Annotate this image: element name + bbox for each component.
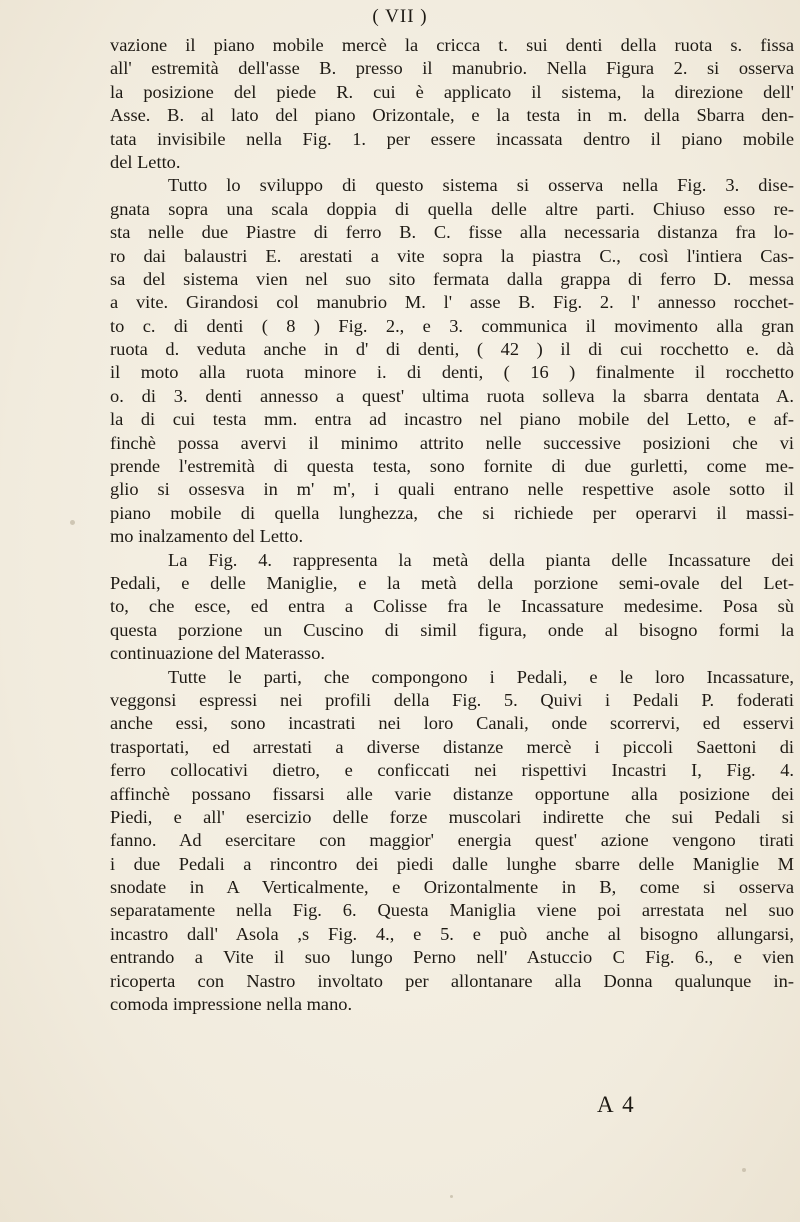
text-line: il moto alla ruota minore i. di denti, ( 16 ) finalmente il rocchetto [110,362,794,383]
text-line: affinchè possano fissarsi alle varie distanze opportune alla posizione dei [110,783,794,804]
text-line: trasportati, ed arrestati a diverse distanze mercè i piccoli Saettoni di [110,736,794,757]
text-line: del Letto. [110,151,181,172]
text-line: glio si ossesva in m' m', i quali entrano nelle respettive asole sotto il [110,479,794,500]
text-line: ricoperta con Nastro involtato per allontanare alla Donna qualunque in- [110,970,794,991]
text-line: la posizione del piede R. cui è applicato il sistema, la direzione dell' [110,81,794,102]
paper-spot [742,1168,746,1172]
text-line: to c. di denti ( 8 ) Fig. 2., e 3. communica il movimento alla gran [110,315,794,336]
text-line: entrando a Vite il suo lungo Perno nell' Astuccio C Fig. 6., e vien [110,947,794,968]
text-line: separatamente nella Fig. 6. Questa Maniglia viene poi arrestata nel suo [110,900,794,921]
text-line: Tutte le parti, che compongono i Pedali, e le loro Incassature, [168,666,794,687]
text-line: sta nelle due Piastre di ferro B. C. fisse alla necessaria distanza fra lo- [110,222,794,243]
text-line: ruota d. veduta anche in d' di denti, ( 42 ) il di cui rocchetto e. dà [110,339,794,360]
text-line: snodate in A Verticalmente, e Orizontalmente in B, come si osserva [110,877,794,898]
text-line: a vite. Girandosi col manubrio M. l' asse B. Fig. 2. l' annesso rocchet- [110,292,794,313]
text-line: Tutto lo sviluppo di questo sistema si osserva nella Fig. 3. dise- [168,175,794,196]
text-line: ro dai balaustri E. arestati a vite sopra la piastra C., così l'intiera Cas- [110,245,794,266]
text-line: questa porzione un Cuscino di simil figura, onde al bisogno formi la [110,619,794,640]
signature-mark: A 4 [597,1092,636,1117]
text-line: anche essi, sono incastrati nei loro Canali, onde scorrervi, ed esservi [110,713,794,734]
text-line: fanno. Ad esercitare con maggior' energia quest' azione vengono tirati [110,830,794,851]
text-line: Asse. B. al lato del piano Orizontale, e la testa in m. della Sbarra den- [110,105,794,126]
text-line: prende l'estremità di questa testa, sono fornite di due gurletti, come me- [110,456,794,477]
text-line: comoda impressione nella mano. [110,994,353,1015]
text-line: finchè possa avervi il minimo attrito nelle successive posizioni che vi [110,432,794,453]
text-line: all' estremità dell'asse B. presso il manubrio. Nella Figura 2. si osserva [110,58,794,79]
text-line: veggonsi espressi nei profili della Fig. 5. Quivi i Pedali P. foderati [110,689,794,710]
body-text [110,34,794,1016]
text-line: mo inalzamento del Letto. [110,526,304,547]
page-header: ( VII ) [372,6,428,27]
text-line: la di cui testa mm. entra ad incastro nel piano mobile del Letto, e af- [110,409,794,430]
paper-spot [450,1195,453,1198]
text-line: La Fig. 4. rappresenta la metà della pianta delle Incassature dei [168,549,794,570]
text-line: ferro collocativi dietro, e conficcati nei rispettivi Incastri I, Fig. 4. [110,760,794,781]
text-line: Piedi, e all' esercizio delle forze muscolari indirette che sui Pedali si [110,806,794,827]
text-line: vazione il piano mobile mercè la cricca t. sui denti della ruota s. fissa [110,35,794,55]
text-line: incastro dall' Asola ,s Fig. 4., e 5. e può anche al bisogno allungarsi, [110,923,794,944]
text-line: piano mobile di quella lunghezza, che si richiede per operarvi il massi- [110,502,794,523]
text-line: tata invisibile nella Fig. 1. per essere incassata dentro il piano mobile [110,128,794,149]
text-line: Pedali, e delle Maniglie, e la metà della porzione semi-ovale del Let- [110,572,794,593]
text-line: to, che esce, ed entra a Colisse fra le Incassature medesime. Posa sù [110,596,794,617]
text-line: gnata sopra una scala doppia di quella delle altre parti. Chiuso esso re- [110,198,794,219]
text-line: i due Pedali a rincontro dei piedi dalle lunghe sbarre delle Maniglie M [110,853,794,874]
text-line: continuazione del Materasso. [110,643,325,664]
text-line: sa del sistema vien nel suo sito fermata dalla grappa di ferro D. messa [110,268,794,289]
paper-spot [70,520,75,525]
text-line: o. di 3. denti annesso a quest' ultima ruota solleva la sbarra dentata A. [110,385,794,406]
